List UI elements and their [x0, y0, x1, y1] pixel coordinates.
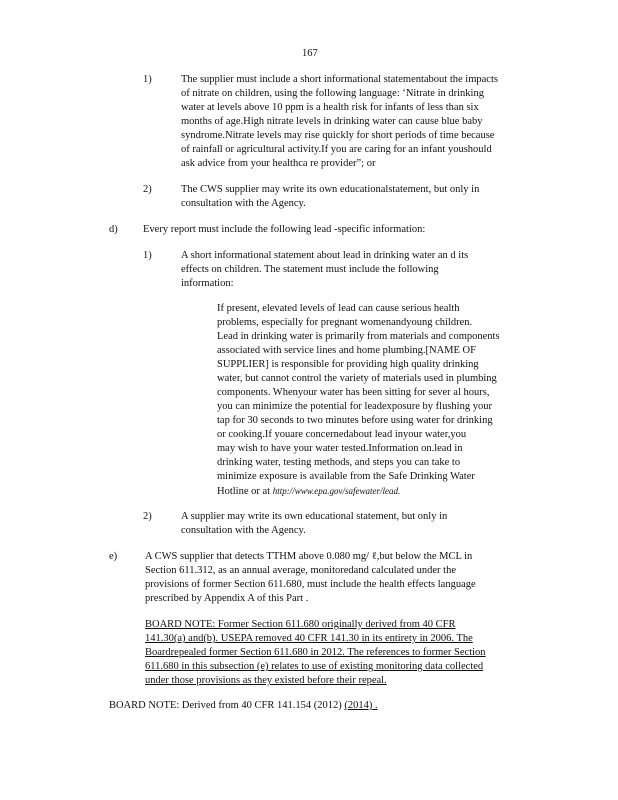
item-2-line: consultation with the Agency. — [181, 198, 306, 209]
quote-line: SUPPLIER] is responsible for providing high quality drinking — [217, 359, 479, 370]
d1-line: A short informational statement about lead in drinking water an d its — [181, 250, 469, 261]
page-number: 167 — [302, 48, 318, 59]
board-note-e-line: 141.30(a) and(b). USEPA removed 40 CFR 141.30 in its entirety in 2006. The — [145, 633, 473, 644]
item-1-line: ask advice from your healthca re provider”; or — [181, 158, 376, 169]
item-1-number: 1) — [143, 74, 152, 85]
board-note-final-year: (2014) — [344, 700, 373, 711]
item-1-line: of nitrate on children, using the following language: ‘Nitrate in drinking — [181, 88, 484, 99]
quote-line: components. Whenyour water has been sitting for sever al hours, — [217, 387, 490, 398]
d2-number: 2) — [143, 511, 152, 522]
board-note-e-line: 611.680 in this subsection (e) relates to use of existing monitoring data collected — [145, 661, 484, 672]
quote-last-line — [217, 484, 400, 499]
quote-line: If present, elevated levels of lead can cause serious health — [217, 303, 460, 314]
board-note-e-line: Boardrepealed former Section 611.680 in 2012. The references to former Section — [145, 647, 486, 658]
item-1-line: months of age.High nitrate levels in drinking water can cause blue baby — [181, 116, 483, 127]
quote-line: you can minimize the potential for leadexposure by flushing your — [217, 401, 492, 412]
d2-line: A supplier may write its own educational statement, but only in — [181, 511, 448, 522]
board-note-final-end: . — [372, 700, 378, 711]
board-note-final — [109, 699, 378, 713]
e-line: provisions of former Section 611.680, must include the health effects language — [145, 579, 476, 590]
d1-line: information: — [181, 278, 234, 289]
subsection-d-label: d) — [109, 224, 118, 235]
quote-last-prefix: Hotline or at — [217, 486, 273, 497]
item-2-number: 2) — [143, 184, 152, 195]
e-line: Section 611.312, as an annual average, monitoredand calculated under the — [145, 565, 456, 576]
e-line: A CWS supplier that detects TTHM above 0.080 mg/ ℓ,but below the MCL in — [145, 551, 473, 562]
epa-lead-url[interactable]: http://www.epa.gov/safewater/lead. — [272, 486, 401, 496]
quote-line: minimize exposure is available from the Safe Drinking Water — [217, 471, 475, 482]
e-line: prescribed by Appendix A of this Part . — [145, 593, 309, 604]
quote-line: may wish to have your water tested.Information on.lead in — [217, 443, 463, 454]
board-note-final-text: BOARD NOTE: Derived from 40 CFR 141.154 (2012) — [109, 700, 342, 711]
subsection-e-label: e) — [109, 551, 118, 562]
item-2-line: The CWS supplier may write its own educationalstatement, but only in — [181, 184, 480, 195]
d1-line: effects on children. The statement must include the following — [181, 264, 439, 275]
quote-line: water, but cannot control the variety of materials used in plumbing — [217, 373, 497, 384]
quote-line: associated with service lines and home plumbing.[NAME OF — [217, 345, 476, 356]
quote-line: tap for 30 seconds to two minutes before using water for drinking — [217, 415, 493, 426]
d1-number: 1) — [143, 250, 152, 261]
subsection-d-text: Every report must include the following lead -specific information: — [143, 224, 426, 235]
board-note-e-line: BOARD NOTE: Former Section 611.680 originally derived from 40 CFR — [145, 619, 456, 630]
item-1-line: The supplier must include a short informational statementabout the impacts — [181, 74, 498, 85]
item-1-line: water at levels above 10 ppm is a health risk for infants of less than six — [181, 102, 479, 113]
d2-line: consultation with the Agency. — [181, 525, 306, 536]
board-note-e-line: under those provisions as they existed before their repeal. — [145, 675, 387, 686]
quote-line: Lead in drinking water is primarily from materials and components — [217, 331, 500, 342]
quote-line: problems, especially for pregnant womenandyoung children. — [217, 317, 473, 328]
item-1-line: syndrome.Nitrate levels may rise quickly for short periods of time because — [181, 130, 495, 141]
item-1-line: of rainfall or agricultural activity.If you are caring for an infant youshould — [181, 144, 492, 155]
quote-line: or cooking.If youare concernedabout lead inyour water,you — [217, 429, 467, 440]
quote-line: drinking water, testing methods, and steps you can take to — [217, 457, 461, 468]
